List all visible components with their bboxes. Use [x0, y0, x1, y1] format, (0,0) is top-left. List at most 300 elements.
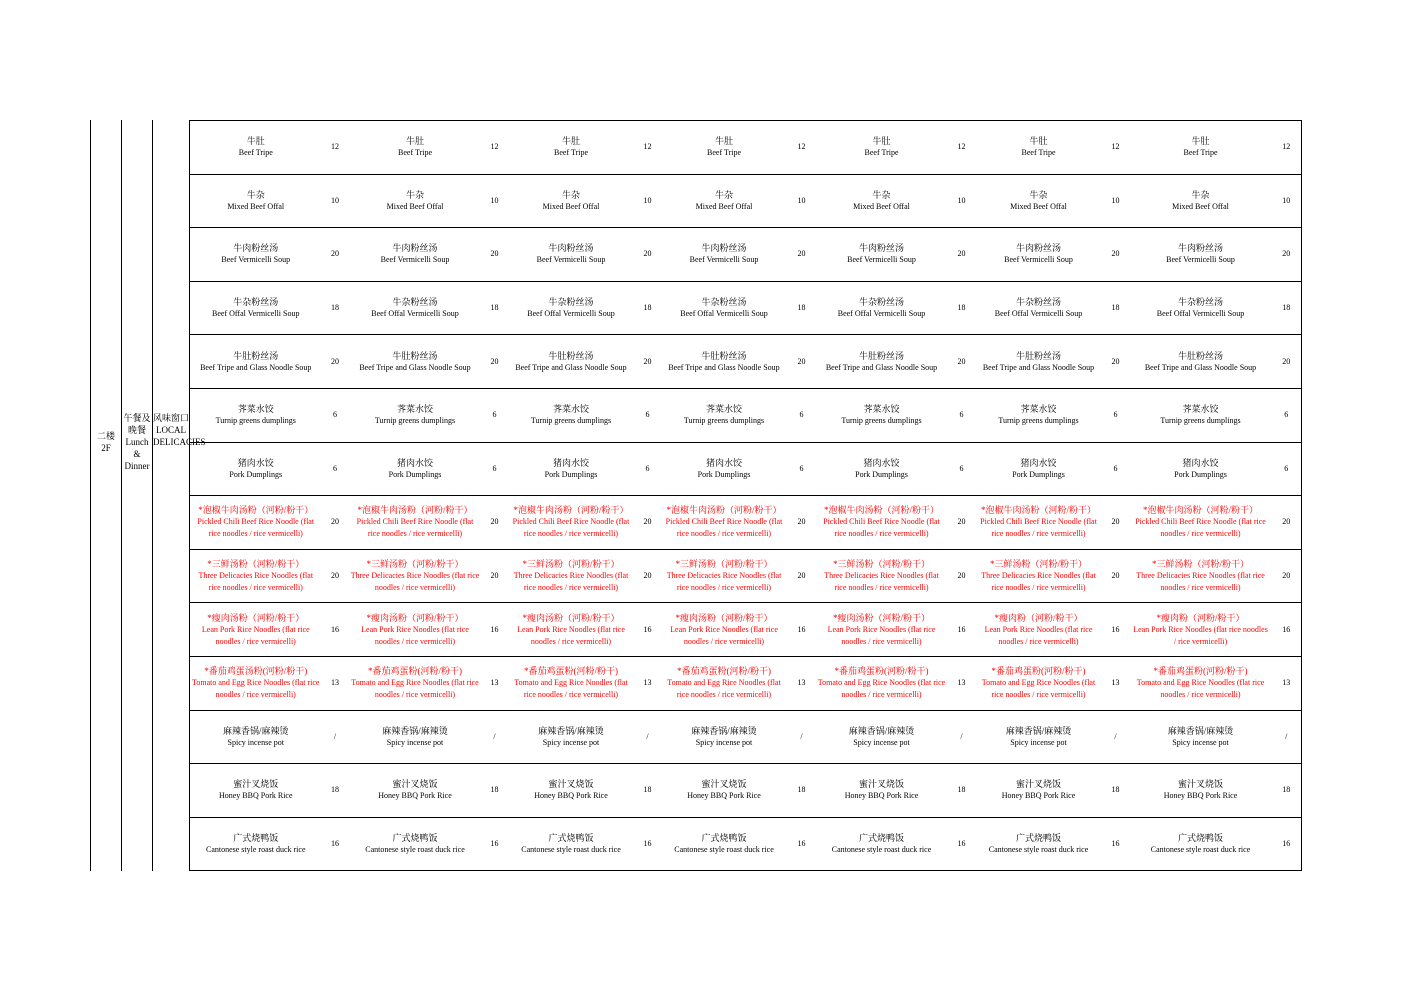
- dish-name-en: Beef Vermicelli Soup: [1004, 255, 1073, 265]
- dish-name-zh: 牛肚粉丝汤: [1177, 350, 1223, 361]
- dish-name-en: Tomato and Egg Rice Noodles (flat rice noodles / rice vermicelli): [514, 678, 628, 700]
- dish-cell: [190, 442, 322, 496]
- dish-name-en: Mixed Beef Offal: [386, 201, 444, 211]
- dish-price: 12: [635, 121, 661, 175]
- dish-price: 16: [1102, 817, 1130, 871]
- dish-cell: [661, 496, 788, 550]
- menu-row: [190, 174, 1302, 228]
- dish-price: 20: [635, 496, 661, 550]
- dish-cell: [349, 335, 482, 389]
- dish-cell: [1130, 710, 1272, 764]
- dish-price: 16: [788, 603, 816, 657]
- dish-name-en: Beef Tripe: [238, 148, 273, 158]
- dish-cell: [508, 656, 635, 710]
- dish-name-en: Tomato and Egg Rice Noodles (flat rice noodles / rice vermicelli): [667, 678, 781, 700]
- dish-cell: [976, 603, 1102, 657]
- dish-name-en: Lean Pork Rice Noodles (flat rice noodles / rice vermicelli): [670, 624, 778, 646]
- dish-price: 10: [1102, 174, 1130, 228]
- dish-name-en: Turnip greens dumplings: [374, 416, 456, 426]
- dish-name-en: Pork Dumplings: [229, 469, 283, 479]
- dish-cell: [661, 603, 788, 657]
- dish-cell: [976, 817, 1102, 871]
- dish-name-zh: 猪肉水饺: [237, 457, 274, 468]
- dish-price: 6: [482, 442, 508, 496]
- dish-cell: [816, 817, 948, 871]
- dish-price: 20: [1272, 549, 1302, 603]
- dish-name-en: Mixed Beef Offal: [227, 201, 285, 211]
- dish-name-en: Pork Dumplings: [697, 469, 751, 479]
- dish-price: 20: [635, 335, 661, 389]
- dish-name-en: Honey BBQ Pork Rice: [1001, 791, 1076, 801]
- dish-name-zh: 麻辣香锅/麻辣烫: [848, 725, 915, 736]
- dish-name-zh: 荠菜水饺: [552, 404, 589, 415]
- dish-name-en: Beef Tripe and Glass Noodle Soup: [825, 362, 938, 372]
- dish-price: /: [482, 710, 508, 764]
- dish-name-zh: *三鲜汤粉（河粉/粉干）: [675, 559, 773, 570]
- dish-name-en: Beef Vermicelli Soup: [1166, 255, 1235, 265]
- dish-cell: [816, 228, 948, 282]
- menu-row: [190, 388, 1302, 442]
- dish-name-zh: 牛杂粉丝汤: [701, 297, 747, 308]
- dish-name-en: Beef Tripe: [707, 148, 741, 158]
- dish-price: 6: [635, 388, 661, 442]
- dish-cell: [976, 335, 1102, 389]
- dish-name-en: Pork Dumplings: [388, 469, 442, 479]
- dish-name-en: Pork Dumplings: [1174, 469, 1227, 479]
- dish-cell: [190, 603, 322, 657]
- dish-price: 10: [482, 174, 508, 228]
- dish-cell: [816, 335, 948, 389]
- dish-cell: [508, 281, 635, 335]
- floor-zh: 二楼: [96, 431, 115, 441]
- dish-cell: [508, 335, 635, 389]
- dish-name-en: Honey BBQ Pork Rice: [534, 791, 608, 801]
- dish-name-en: Lean Pork Rice Noodles (flat rice noodles / rice vermicelli): [201, 624, 310, 646]
- dish-cell: [508, 442, 635, 496]
- dish-name-zh: 麻辣香锅/麻辣烫: [538, 725, 604, 736]
- dish-name-zh: 荠菜水饺: [705, 404, 742, 415]
- dish-name-en: Beef Tripe: [398, 148, 432, 158]
- dish-name-en: Lean Pork Rice Noodles (flat rice noodles / rice vermicelli): [827, 624, 936, 646]
- meal-zh: 午餐及晚餐: [123, 413, 151, 435]
- dish-name-zh: *瘦肉汤粉（河粉/粉干）: [207, 612, 305, 623]
- dish-name-zh: 麻辣香锅/麻辣烫: [1167, 725, 1234, 736]
- dish-cell: [190, 817, 322, 871]
- dish-price: 20: [322, 549, 349, 603]
- dish-price: 6: [948, 442, 976, 496]
- dish-name-en: Cantonese style roast duck rice: [1150, 845, 1251, 855]
- dish-name-en: Spicy incense pot: [542, 737, 600, 747]
- dish-cell: [1130, 174, 1272, 228]
- dish-price: 20: [788, 228, 816, 282]
- menu-row: [190, 335, 1302, 389]
- dish-price: 18: [482, 281, 508, 335]
- dish-name-zh: *三鲜汤粉（河粉/粉干）: [366, 559, 464, 570]
- dish-price: 6: [1102, 388, 1130, 442]
- dish-price: 6: [788, 442, 816, 496]
- dish-price: 12: [322, 121, 349, 175]
- dish-name-en: Pickled Chili Beef Rice Noodle (flat rice noodles / rice vermicelli): [512, 517, 630, 539]
- dish-name-en: Beef Offal Vermicelli Soup: [680, 309, 768, 319]
- dish-name-en: Pickled Chili Beef Rice Noodle (flat rice noodles / rice vermicelli): [980, 517, 1097, 539]
- dish-price: 20: [322, 335, 349, 389]
- dish-cell: [1130, 603, 1272, 657]
- dish-cell: [508, 710, 635, 764]
- dish-cell: [508, 549, 635, 603]
- dish-name-en: Beef Vermicelli Soup: [689, 255, 759, 265]
- dish-name-zh: *泡椒牛肉汤粉（河粉/粉干）: [513, 505, 629, 516]
- dish-name-zh: 牛肉粉丝汤: [548, 243, 594, 254]
- dish-name-en: Spicy incense pot: [386, 737, 444, 747]
- dish-cell: [976, 228, 1102, 282]
- dish-price: 18: [322, 281, 349, 335]
- dish-cell: [508, 496, 635, 550]
- dish-name-en: Turnip greens dumplings: [998, 416, 1079, 426]
- dish-name-en: Pickled Chili Beef Rice Noodle (flat rice noodles / rice vermicelli): [1135, 517, 1266, 539]
- dish-price: 20: [788, 549, 816, 603]
- dish-name-en: Lean Pork Rice Noodles (flat rice noodles / rice vermicelli): [517, 624, 625, 646]
- dish-name-zh: 牛杂粉丝汤: [233, 297, 279, 308]
- dish-name-en: Mixed Beef Offal: [1010, 201, 1067, 211]
- dish-name-zh: *瘦肉汤粉（河粉/粉干）: [366, 612, 464, 623]
- dish-name-en: Three Delicacies Rice Noodles (flat rice noodles / rice vermicelli): [1136, 571, 1265, 593]
- dish-name-zh: 牛杂粉丝汤: [1177, 297, 1223, 308]
- dish-price: 20: [948, 335, 976, 389]
- dish-name-zh: 广式烧鸭饭: [392, 833, 438, 844]
- dish-cell: [816, 603, 948, 657]
- dish-name-en: Mixed Beef Offal: [542, 201, 600, 211]
- dish-price: 10: [635, 174, 661, 228]
- dish-name-en: Beef Tripe: [554, 148, 588, 158]
- dish-name-en: Pickled Chili Beef Rice Noodle (flat rice noodles / rice vermicelli): [665, 517, 783, 539]
- menu-row: [190, 121, 1302, 175]
- dish-name-en: Spicy incense pot: [1172, 737, 1229, 747]
- dish-cell: [976, 442, 1102, 496]
- dish-name-en: Pickled Chili Beef Rice Noodle (flat rice noodles / rice vermicelli): [356, 517, 474, 539]
- menu-row: [190, 656, 1302, 710]
- dish-price: 18: [322, 764, 349, 818]
- menu-row: [190, 549, 1302, 603]
- dish-price: 20: [948, 228, 976, 282]
- dish-cell: [976, 281, 1102, 335]
- dish-name-en: Three Delicacies Rice Noodles (flat rice noodles / rice vermicelli): [198, 571, 314, 593]
- dish-cell: [190, 710, 322, 764]
- dish-cell: [661, 281, 788, 335]
- dish-cell: [976, 710, 1102, 764]
- dish-name-zh: *泡椒牛肉汤粉（河粉/粉干）: [666, 505, 782, 516]
- dish-cell: [976, 656, 1102, 710]
- dish-name-zh: *瘦肉汤粉（河粉/粉干）: [675, 612, 773, 623]
- dish-name-zh: 牛杂: [1029, 189, 1048, 200]
- dish-cell: [1130, 388, 1272, 442]
- dish-price: 6: [322, 388, 349, 442]
- dish-name-zh: 蜜汁叉烧饭: [858, 779, 904, 790]
- dish-name-zh: 麻辣香锅/麻辣烫: [222, 725, 289, 736]
- dish-name-zh: 广式烧鸭饭: [1015, 833, 1061, 844]
- dish-cell: [349, 603, 482, 657]
- dish-price: 13: [1102, 656, 1130, 710]
- dish-price: 16: [1102, 603, 1130, 657]
- dish-price: 12: [1102, 121, 1130, 175]
- dish-cell: [1130, 764, 1272, 818]
- dish-name-zh: 猪肉水饺: [1182, 457, 1219, 468]
- dish-price: 13: [635, 656, 661, 710]
- dish-cell: [661, 442, 788, 496]
- dish-name-zh: 牛杂: [405, 189, 424, 200]
- dish-cell: [661, 817, 788, 871]
- dish-cell: [190, 335, 322, 389]
- dish-cell: [661, 656, 788, 710]
- dish-name-zh: *三鲜汤粉（河粉/粉干）: [1151, 559, 1249, 570]
- dish-name-en: Cantonese style roast duck rice: [205, 845, 306, 855]
- dish-name-zh: 牛杂粉丝汤: [392, 297, 438, 308]
- dish-price: 6: [1272, 442, 1302, 496]
- menu-row: [190, 817, 1302, 871]
- dish-cell: [349, 764, 482, 818]
- dish-name-zh: 荠菜水饺: [863, 404, 900, 415]
- dish-name-zh: 牛杂: [872, 189, 891, 200]
- dish-name-zh: 广式烧鸭饭: [233, 833, 279, 844]
- dish-price: 6: [635, 442, 661, 496]
- dish-cell: [508, 764, 635, 818]
- dish-cell: [190, 121, 322, 175]
- dish-name-en: Beef Vermicelli Soup: [380, 255, 450, 265]
- dish-cell: [976, 764, 1102, 818]
- dish-cell: [976, 496, 1102, 550]
- dish-name-en: Pork Dumplings: [544, 469, 598, 479]
- dish-cell: [190, 174, 322, 228]
- dish-name-en: Beef Tripe and Glass Noodle Soup: [200, 362, 312, 372]
- dish-name-en: Three Delicacies Rice Noodles (flat rice noodles / rice vermicelli): [513, 571, 629, 593]
- dish-cell: [1130, 281, 1272, 335]
- dish-name-en: Three Delicacies Rice Noodles (flat rice noodles / rice vermicelli): [824, 571, 939, 593]
- dish-cell: [190, 228, 322, 282]
- dish-price: 20: [1102, 496, 1130, 550]
- dish-name-en: Spicy incense pot: [227, 737, 284, 747]
- dish-price: 16: [788, 817, 816, 871]
- dish-cell: [661, 335, 788, 389]
- dish-price: 18: [1272, 281, 1302, 335]
- dish-price: 16: [1272, 603, 1302, 657]
- menu-row: [190, 603, 1302, 657]
- dish-cell: [190, 388, 322, 442]
- dish-cell: [816, 442, 948, 496]
- dish-cell: [349, 656, 482, 710]
- dish-name-en: Beef Vermicelli Soup: [221, 255, 291, 265]
- dish-price: 20: [482, 549, 508, 603]
- dish-name-zh: 牛杂: [1191, 189, 1210, 200]
- dish-name-en: Beef Offal Vermicelli Soup: [837, 309, 926, 319]
- dish-cell: [661, 764, 788, 818]
- dish-price: 13: [948, 656, 976, 710]
- dish-name-en: Lean Pork Rice Noodles (flat rice noodles / rice vermicelli): [984, 624, 1093, 646]
- dish-name-zh: 牛肚: [246, 136, 265, 147]
- column-divider: [90, 120, 91, 871]
- dish-name-zh: 牛肚粉丝汤: [548, 350, 594, 361]
- dish-name-en: Beef Tripe and Glass Noodle Soup: [515, 362, 627, 372]
- dish-cell: [190, 656, 322, 710]
- dish-name-zh: 牛肚粉丝汤: [392, 350, 438, 361]
- dish-price: /: [1102, 710, 1130, 764]
- dish-name-zh: 蜜汁叉烧饭: [548, 779, 594, 790]
- dish-price: /: [635, 710, 661, 764]
- dish-name-en: Cantonese style roast duck rice: [674, 845, 774, 855]
- dish-name-en: Beef Tripe and Glass Noodle Soup: [1144, 362, 1257, 372]
- dish-name-en: Turnip greens dumplings: [683, 416, 765, 426]
- dish-price: 20: [948, 549, 976, 603]
- dish-name-zh: 牛肚粉丝汤: [858, 350, 904, 361]
- dish-name-zh: 牛肚: [714, 136, 733, 147]
- dish-name-zh: *番茄鸡蛋粉(河粉/粉干): [1153, 666, 1248, 677]
- dish-name-en: Honey BBQ Pork Rice: [378, 791, 452, 801]
- dish-cell: [349, 388, 482, 442]
- dish-cell: [508, 174, 635, 228]
- dish-price: 16: [482, 603, 508, 657]
- window-zh: 风味窗口: [153, 413, 190, 423]
- dish-name-zh: 广式烧鸭饭: [858, 833, 904, 844]
- dish-cell: [508, 817, 635, 871]
- dish-price: 10: [322, 174, 349, 228]
- dish-cell: [508, 121, 635, 175]
- dish-name-zh: 牛肚: [561, 136, 580, 147]
- dish-price: 20: [1102, 228, 1130, 282]
- dish-price: 6: [482, 388, 508, 442]
- dish-name-zh: 麻辣香锅/麻辣烫: [691, 725, 757, 736]
- dish-name-zh: *三鲜汤粉（河粉/粉干）: [522, 559, 620, 570]
- dish-cell: [816, 174, 948, 228]
- dish-name-zh: 猪肉水饺: [552, 457, 589, 468]
- dish-cell: [1130, 228, 1272, 282]
- dish-cell: [190, 496, 322, 550]
- dish-name-zh: 麻辣香锅/麻辣烫: [382, 725, 448, 736]
- dish-price: 20: [788, 335, 816, 389]
- dish-price: 12: [1272, 121, 1302, 175]
- dish-name-en: Beef Tripe and Glass Noodle Soup: [359, 362, 471, 372]
- dish-name-en: Honey BBQ Pork Rice: [687, 791, 761, 801]
- dish-price: 18: [788, 764, 816, 818]
- dish-price: 13: [1272, 656, 1302, 710]
- dish-price: 20: [788, 496, 816, 550]
- dish-name-zh: *番茄鸡蛋粉(河粉/粉干): [524, 666, 618, 677]
- dish-name-en: Beef Tripe and Glass Noodle Soup: [982, 362, 1095, 372]
- dish-price: 10: [788, 174, 816, 228]
- dish-name-en: Beef Vermicelli Soup: [847, 255, 916, 265]
- dish-name-en: Mixed Beef Offal: [853, 201, 910, 211]
- dish-name-zh: *番茄鸡蛋粉(河粉/粉干): [368, 666, 462, 677]
- column-divider: [152, 120, 153, 871]
- dish-name-zh: 猪肉水饺: [863, 457, 900, 468]
- dish-cell: [349, 121, 482, 175]
- menu-row: [190, 442, 1302, 496]
- dish-price: 20: [1272, 335, 1302, 389]
- dish-name-zh: 牛肚: [1029, 136, 1048, 147]
- menu-table: [189, 120, 1302, 871]
- dish-name-en: Honey BBQ Pork Rice: [844, 791, 919, 801]
- dish-cell: [816, 281, 948, 335]
- dish-cell: [349, 817, 482, 871]
- dish-name-en: Mixed Beef Offal: [695, 201, 753, 211]
- dish-cell: [816, 710, 948, 764]
- dish-name-zh: 牛杂: [561, 189, 580, 200]
- dish-price: 10: [1272, 174, 1302, 228]
- dish-cell: [508, 388, 635, 442]
- dish-name-zh: *番茄鸡蛋汤粉(河粉/粉干): [204, 666, 308, 677]
- dish-cell: [190, 549, 322, 603]
- dish-name-en: Three Delicacies Rice Noodles (flat rice noodles / rice vermicelli): [981, 571, 1096, 593]
- dish-name-zh: *三鲜汤粉（河粉/粉干）: [207, 559, 305, 570]
- dish-name-en: Lean Pork Rice Noodles (flat rice noodles / rice vermicelli): [1133, 624, 1268, 646]
- dish-name-zh: *三鲜汤粉（河粉/粉干）: [989, 559, 1087, 570]
- dish-cell: [349, 228, 482, 282]
- dish-price: 18: [635, 764, 661, 818]
- dish-name-zh: 牛杂: [246, 189, 265, 200]
- dish-price: 18: [1102, 281, 1130, 335]
- dish-name-zh: 牛肚: [405, 136, 424, 147]
- dish-price: 20: [635, 549, 661, 603]
- dish-price: 16: [482, 817, 508, 871]
- dish-name-en: Beef Tripe: [864, 148, 899, 158]
- dish-price: 13: [788, 656, 816, 710]
- dish-name-zh: 猪肉水饺: [396, 457, 433, 468]
- dish-name-zh: 广式烧鸭饭: [1177, 833, 1223, 844]
- dish-name-en: Beef Tripe: [1183, 148, 1218, 158]
- dish-cell: [976, 388, 1102, 442]
- dish-cell: [508, 228, 635, 282]
- dish-price: /: [322, 710, 349, 764]
- dish-name-en: Pickled Chili Beef Rice Noodle (flat rice noodles / rice vermicelli): [823, 517, 940, 539]
- dish-price: /: [948, 710, 976, 764]
- dish-price: 18: [1102, 764, 1130, 818]
- dish-name-zh: 广式烧鸭饭: [548, 833, 594, 844]
- dish-cell: [976, 549, 1102, 603]
- dish-cell: [661, 388, 788, 442]
- menu-row: [190, 281, 1302, 335]
- dish-name-zh: *番茄鸡蛋粉(河粉/粉干): [834, 666, 929, 677]
- dish-cell: [1130, 549, 1272, 603]
- menu-row: [190, 764, 1302, 818]
- dish-name-zh: *泡椒牛肉汤粉（河粉/粉干）: [1142, 505, 1258, 516]
- dish-cell: [1130, 656, 1272, 710]
- dish-name-zh: 荠菜水饺: [396, 404, 433, 415]
- dish-name-en: Turnip greens dumplings: [215, 416, 296, 426]
- dish-price: 20: [482, 228, 508, 282]
- dish-name-zh: 牛杂: [714, 189, 733, 200]
- dish-cell: [349, 174, 482, 228]
- dish-name-en: Turnip greens dumplings: [1160, 416, 1241, 426]
- dish-name-zh: 牛肉粉丝汤: [392, 243, 438, 254]
- dish-price: 20: [948, 496, 976, 550]
- dish-name-zh: 牛肚: [872, 136, 891, 147]
- dish-cell: [349, 496, 482, 550]
- dish-name-en: Three Delicacies Rice Noodles (flat rice noodles / rice vermicelli): [666, 571, 782, 593]
- dish-name-en: Turnip greens dumplings: [530, 416, 612, 426]
- dish-price: 6: [948, 388, 976, 442]
- dish-cell: [349, 281, 482, 335]
- dish-cell: [349, 442, 482, 496]
- dish-cell: [349, 549, 482, 603]
- dish-name-zh: 广式烧鸭饭: [701, 833, 747, 844]
- dish-name-zh: 猪肉水饺: [705, 457, 742, 468]
- dish-name-zh: 蜜汁叉烧饭: [233, 779, 279, 790]
- dish-price: 6: [788, 388, 816, 442]
- dish-price: 18: [1272, 764, 1302, 818]
- dish-price: 20: [322, 228, 349, 282]
- dish-name-zh: 蜜汁叉烧饭: [392, 779, 438, 790]
- dish-name-zh: 牛肚粉丝汤: [233, 350, 279, 361]
- dish-name-zh: *泡椒牛肉汤粉（河粉/粉干）: [823, 505, 939, 516]
- dish-name-en: Pork Dumplings: [1012, 469, 1065, 479]
- dish-name-en: Spicy incense pot: [695, 737, 753, 747]
